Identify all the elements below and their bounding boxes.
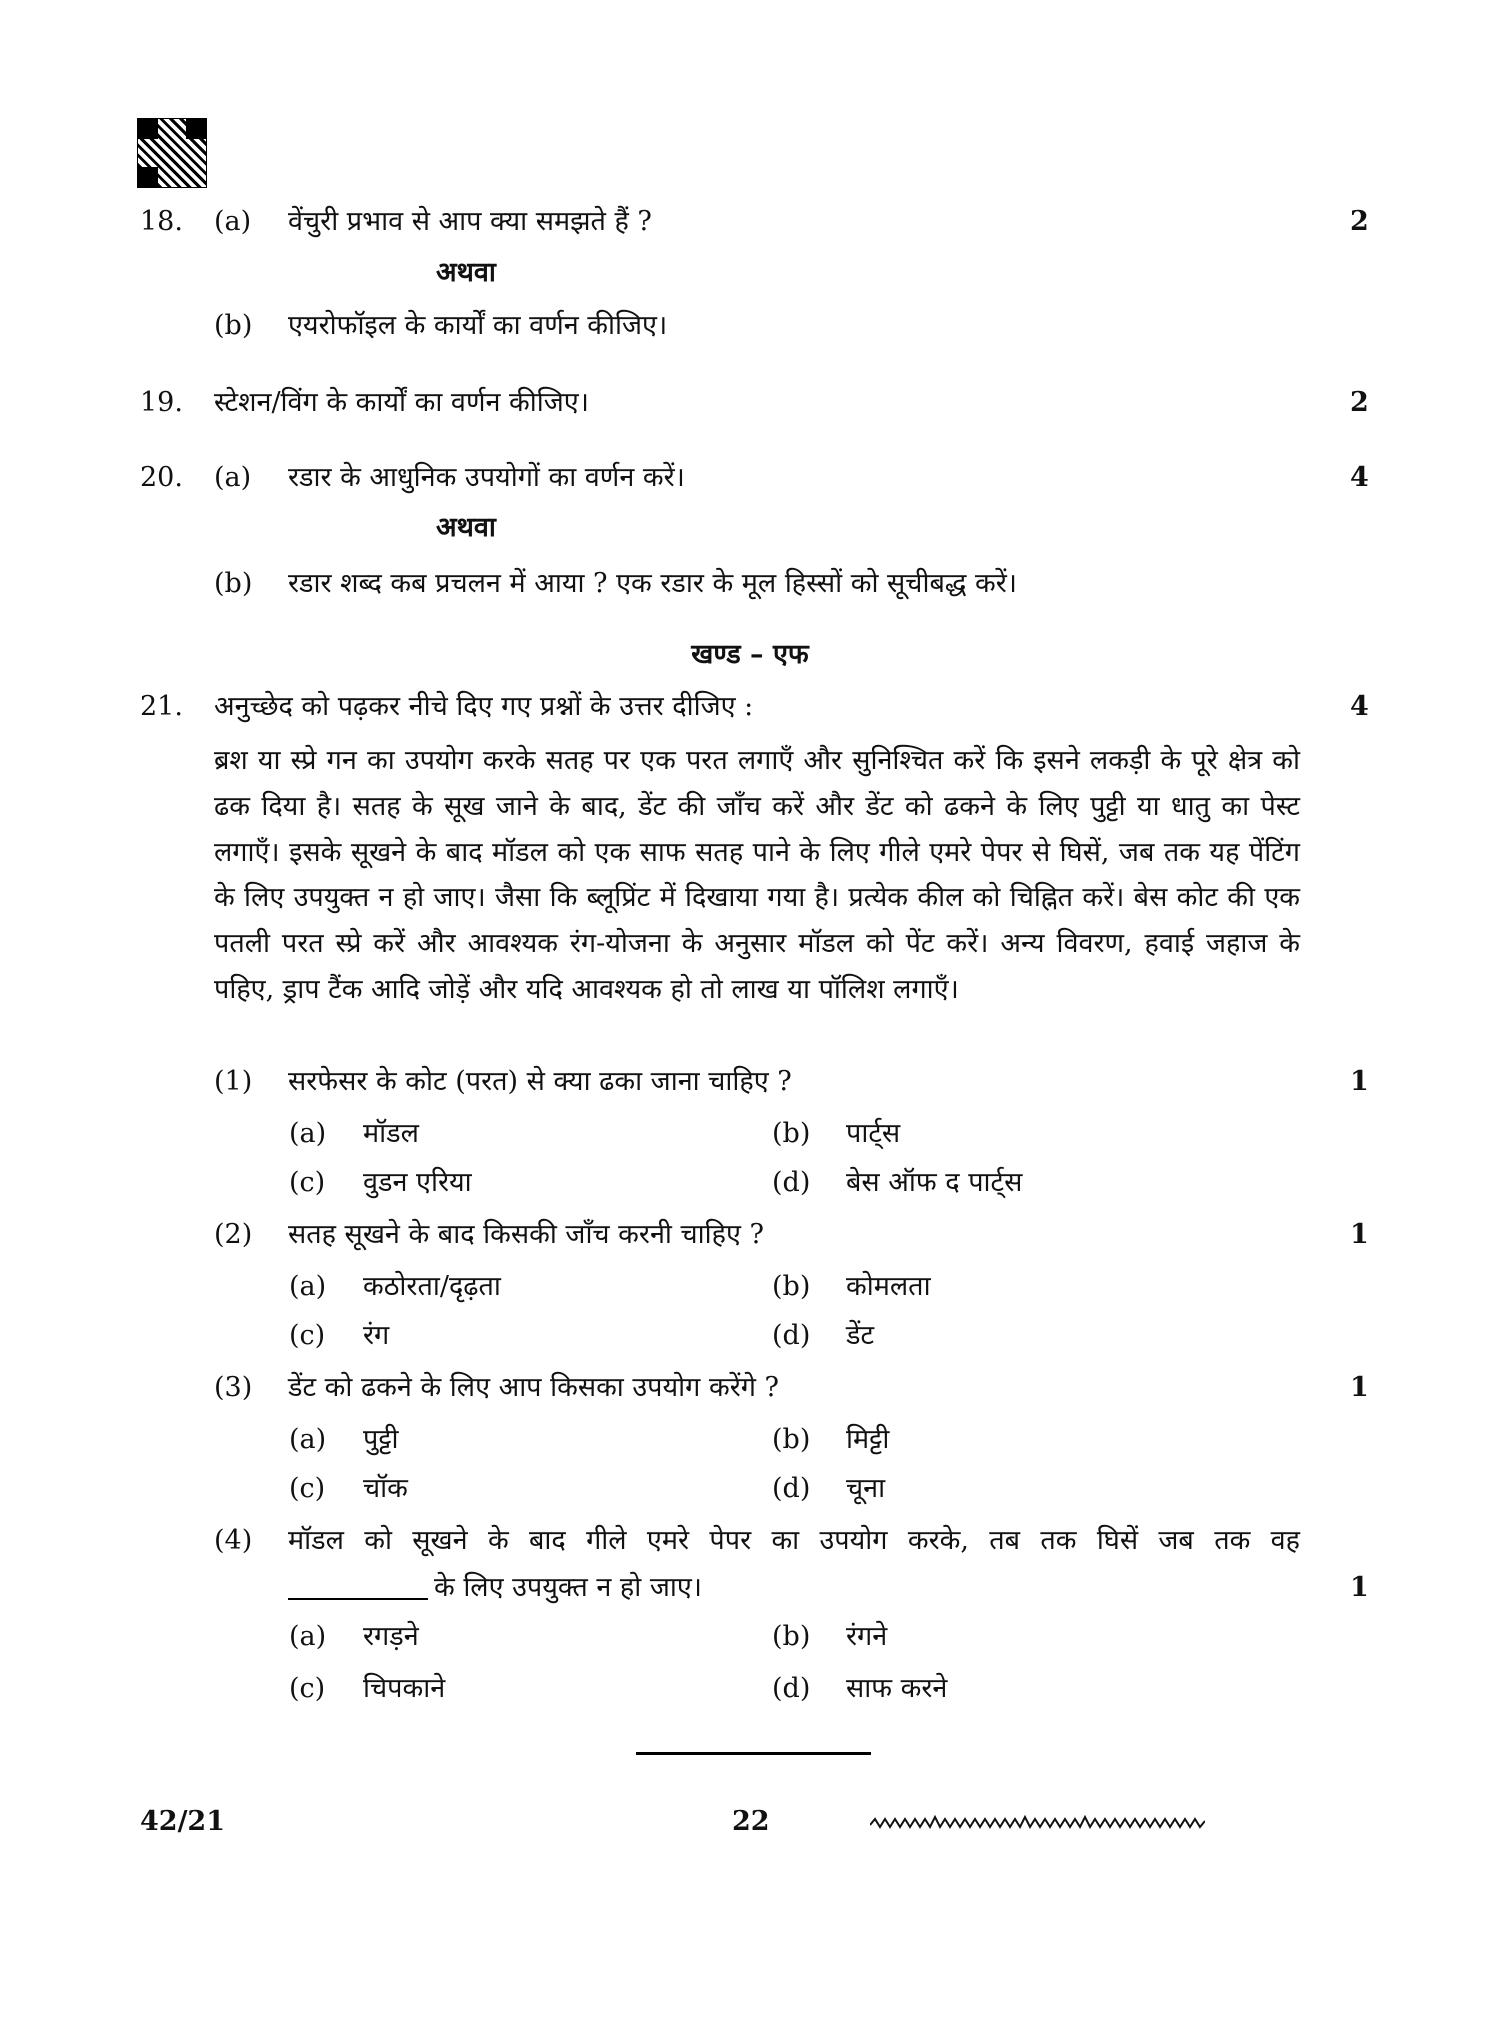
wavy-line-decoration — [870, 1815, 1205, 1831]
option-label: (d) — [772, 1673, 811, 1704]
subq2-marks: 1 — [1350, 1219, 1369, 1250]
q21-passage: ब्रश या स्प्रे गन का उपयोग करके सतह पर एक परत लगाएँ और सुनिश्चित करें कि इसने लकड़ी के पूरे क्षेत्र को ढक दिया है। सतह के सूख जाने के बाद, डेंट की जाँच करें और डेंट को ढकने के लिए पुट्टी या धातु का पेस्ट लगाएँ। इसके सूखने के बाद मॉडल को एक साफ सतह पाने के लिए गीले एमरे पेपर से घिसें, जब तक यह पेंटिंग के लिए उपयुक्त न हो जाए। जैसा कि ब्लूप्रिंट में दिखाया गया है। प्रत्येक कील को चिह्नित करें। बेस कोट की एक पतली परत स्प्रे करें और आवश्यक रंग-योजना के अनुसार मॉडल को पेंट करें। अन्य विवरण, हवाई जहाज के पहिए, ड्राप टैंक आदि जोड़ें और यदि आवश्यक हो तो लाख या पॉलिश लगाएँ। — [214, 745, 1300, 1005]
option-text: बेस ऑफ द पार्ट्स — [846, 1167, 1023, 1198]
option-label: (d) — [772, 1167, 811, 1198]
option-text: साफ करने — [846, 1673, 948, 1704]
subq4-label: (4) — [214, 1525, 253, 1556]
option-text: कठोरता/दृढ़ता — [363, 1271, 501, 1302]
qr-code — [137, 118, 207, 188]
q19-text: स्टेशन/विंग के कार्यों का वर्णन कीजिए। — [214, 387, 589, 418]
option-label: (b) — [772, 1621, 811, 1652]
option-label: (b) — [772, 1424, 811, 1455]
q21-intro: अनुच्छेद को पढ़कर नीचे दिए गए प्रश्नों के उत्तर दीजिए : — [214, 691, 754, 722]
subq2-label: (2) — [214, 1219, 253, 1250]
q18-b-label: (b) — [214, 310, 253, 341]
q18-a-label: (a) — [214, 206, 252, 237]
q18-b-text: एयरोफॉइल के कार्यों का वर्णन कीजिए। — [288, 310, 668, 341]
footer-page-number: 22 — [732, 1806, 770, 1837]
option-label: (a) — [289, 1621, 327, 1652]
subq4-text2: के लिए उपयुक्त न हो जाए। — [434, 1572, 703, 1603]
q18-or: अथवा — [436, 257, 496, 288]
option-text: चॉक — [363, 1473, 408, 1504]
option-text: वुडन एरिया — [363, 1167, 472, 1198]
subq1-marks: 1 — [1350, 1066, 1369, 1097]
option-label: (a) — [289, 1271, 327, 1302]
option-label: (c) — [289, 1673, 326, 1704]
end-divider — [636, 1752, 871, 1755]
subq1-label: (1) — [214, 1066, 253, 1097]
q20-a-label: (a) — [214, 462, 252, 493]
q20-a-text: रडार के आधुनिक उपयोगों का वर्णन करें। — [288, 462, 685, 493]
subq4-text-line2 — [288, 1570, 702, 1606]
option-label: (b) — [772, 1118, 811, 1149]
subq4-text: मॉडल को सूखने के बाद गीले एमरे पेपर का उपयोग करके, तब तक घिसें जब तक वह — [288, 1525, 1300, 1556]
q18-marks: 2 — [1350, 206, 1369, 237]
subq3-text: डेंट को ढकने के लिए आप किसका उपयोग करेंगे ? — [288, 1372, 779, 1403]
q20-or: अथवा — [436, 512, 496, 543]
option-label: (c) — [289, 1167, 326, 1198]
option-text: पुट्टी — [363, 1424, 399, 1455]
option-text: मिट्टी — [846, 1424, 890, 1455]
subq4-marks: 1 — [1350, 1572, 1369, 1603]
q21-number: 21. — [140, 691, 183, 722]
option-label: (a) — [289, 1424, 327, 1455]
option-text: चूना — [846, 1473, 886, 1504]
fill-in-blank — [288, 1598, 428, 1600]
option-label: (a) — [289, 1118, 327, 1149]
option-text: रंग — [363, 1320, 390, 1351]
option-label: (c) — [289, 1320, 326, 1351]
subq1-text: सरफेसर के कोट (परत) से क्या ढका जाना चाहिए ? — [288, 1066, 792, 1097]
option-text: चिपकाने — [363, 1673, 446, 1704]
q21-marks: 4 — [1350, 691, 1369, 722]
option-text: रंगने — [846, 1621, 888, 1652]
option-text: मॉडल — [363, 1118, 419, 1149]
option-text: रगड़ने — [363, 1621, 419, 1652]
q20-b-text: रडार शब्द कब प्रचलन में आया ? एक रडार के मूल हिस्सों को सूचीबद्ध करें। — [288, 568, 1018, 599]
subq2-text: सतह सूखने के बाद किसकी जाँच करनी चाहिए ? — [288, 1219, 764, 1250]
q19-number: 19. — [140, 387, 183, 418]
q20-number: 20. — [140, 462, 183, 493]
q18-a-text: वेंचुरी प्रभाव से आप क्या समझते हैं ? — [288, 206, 652, 237]
option-text: पार्ट्स — [846, 1118, 901, 1149]
q20-b-label: (b) — [214, 568, 253, 599]
option-label: (d) — [772, 1473, 811, 1504]
subq3-marks: 1 — [1350, 1372, 1369, 1403]
q20-marks: 4 — [1350, 462, 1369, 493]
option-text: डेंट — [846, 1320, 875, 1351]
option-label: (b) — [772, 1271, 811, 1302]
option-label: (d) — [772, 1320, 811, 1351]
option-text: कोमलता — [846, 1271, 931, 1302]
option-label: (c) — [289, 1473, 326, 1504]
q18-number: 18. — [140, 206, 183, 237]
q19-marks: 2 — [1350, 387, 1369, 418]
subq3-label: (3) — [214, 1372, 253, 1403]
footer-code: 42/21 — [140, 1806, 226, 1837]
section-title: खण्ड – एफ — [691, 639, 809, 670]
